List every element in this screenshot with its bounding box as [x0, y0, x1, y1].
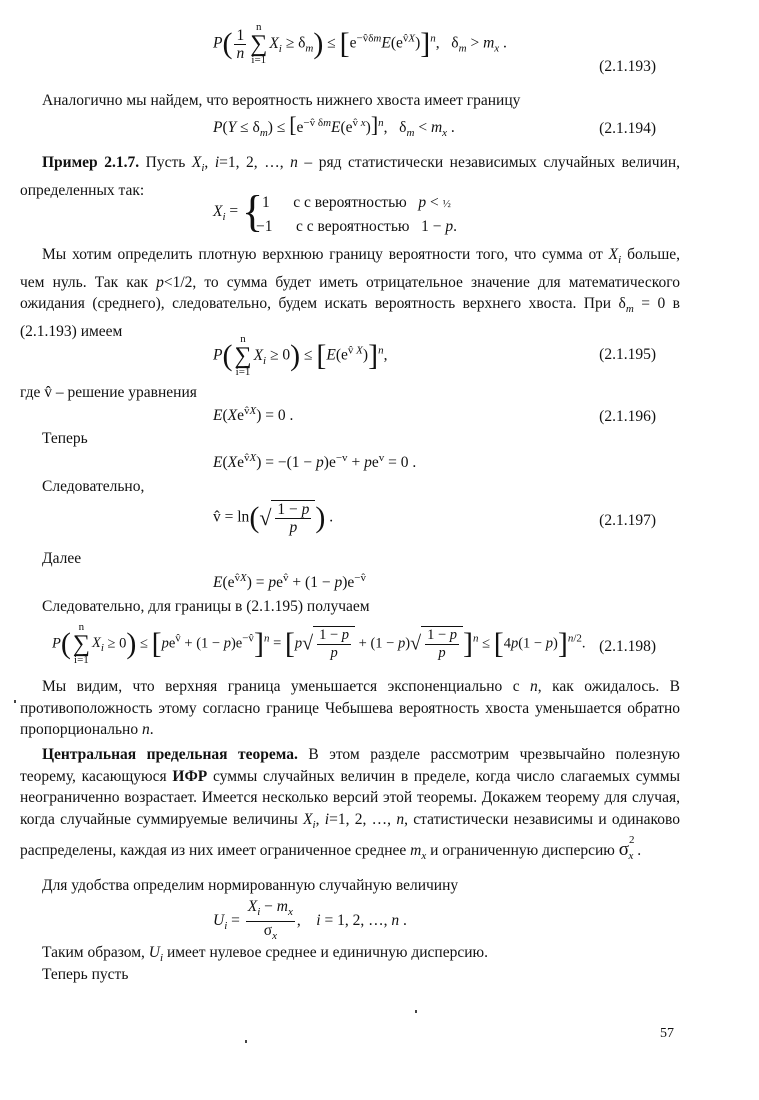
- paragraph: Далее: [42, 550, 82, 567]
- equation-number: (2.1.193): [599, 58, 656, 75]
- equation-2-1-193: P( $\frac{1}{n}$ n ∑ $i=1X_i \ge \delta_m) \le [e^{-v̂\delta m}E(e^{v̂X})]^n$, $\delta_m > m_x$ .: [213, 21, 507, 66]
- equation-2-1-194: $P(Y \le \delta_m) \le [e^{-v̂ \delta m}E(e^{v̂ x})]^n$, $\delta_m < m_x$ .: [213, 112, 455, 140]
- equation-unnumbered: $E(e^{v̂X}) = pe^{v̂} + (1 - p)e^{-v̂}$: [213, 572, 366, 592]
- equation-2-1-195: P( n ∑ $i=1X_i \ge 0) \le [E(e^{v̂ X})]^n$,: [213, 333, 388, 378]
- equation-number: (2.1.194): [599, 120, 656, 137]
- scan-speck: [415, 1010, 417, 1013]
- paragraph: Мы хотим определить плотную верхнюю границу вероятности того, что сумма от $X_i$ больше, чем нуль. Так как p<1/2, то сумма будет иметь отрицательное значение для математического ожидания (среднего), следовательно, будем искать вероятность верхнего хвоста. При $\delta_m = 0$ в (2.1.193) имеем: [20, 246, 681, 340]
- equation-2-1-198: P( n ∑ $i=1X_i \ge 0) \le [pe^{v̂} + (1 - p)e^{-v̂}]^n = [p√$ $\frac{1 - p}{p}$ + (1 − p)√ $\frac{1 - p}{p}$ ]$^n \le [4p(1 - p)]^{n/2}$.: [52, 621, 586, 666]
- equation-2-1-197: v̂ = ln(√ $\frac{1 - p}{p}$ ) .: [213, 501, 334, 536]
- page-number: 57: [660, 1026, 674, 1041]
- case-2: −1 с с вероятностью 1 − p.: [256, 218, 457, 235]
- example-label: Пример 2.1.7.: [42, 154, 140, 171]
- equation-2-1-196: $E(Xe^{v̂X}) = 0$ .: [213, 405, 294, 425]
- equation-ui: $U_i$ = $\frac{X_i - m_x}{\sigma_x}$ , i = 1, 2, …, n .: [213, 898, 407, 943]
- paragraph: Пример 2.1.7. Пусть $X_i$, i=1, 2, …, n – ряд статистически независимых случайных величин, определенных так:: [20, 154, 681, 199]
- paragraph: Таким образом, $U_i$ имеет нулевое среднее и единичную дисперсию.: [42, 944, 488, 965]
- paragraph: Аналогично мы найдем, что вероятность нижнего хвоста имеет границу: [42, 92, 521, 109]
- paragraph: Следовательно, для границы в (2.1.195) получаем: [42, 598, 370, 615]
- paragraph: Теперь: [42, 430, 88, 447]
- equation-number: (2.1.195): [599, 346, 656, 363]
- section-title: Центральная предельная теорема.: [42, 746, 298, 763]
- paragraph: Теперь пусть: [42, 966, 129, 983]
- case-1: 1 с с вероятностью p < ½: [262, 194, 451, 211]
- paragraph: где v̂ – решение уравнения: [20, 384, 197, 401]
- equation-number: (2.1.198): [599, 638, 656, 655]
- paragraph: Центральная предельная теорема. В этом разделе рассмотрим чрезвычайно полезную теорему, касающуюся ИФР суммы случайных величин в пределе, когда число слагаемых суммы неограниченно возрастает. Имеется несколько версий этой теоремы. Докажем теорему для случая, когда случайные суммируемые величины $X_i$, i=1, 2, …, n, статистически независимы и одинаково распределены, каждая из них имеет ограниченное среднее $m_x$ и ограниченную дисперсию $\sigma^2_x$ .: [20, 746, 681, 863]
- paragraph: Следовательно,: [42, 478, 145, 495]
- paragraph: Мы видим, что верхняя граница уменьшается экспоненциально с n, как ожидалось. В противоположность этому согласно границе Чебышева вероятность хвоста уменьшается обратно пропорционально n.: [20, 678, 681, 738]
- equation-piecewise: $X_i$ = {: [213, 187, 264, 236]
- equation-unnumbered: $E(Xe^{v̂X}) = -(1 - p)e^{-v} + pe^v = 0$ .: [213, 452, 417, 472]
- scan-speck: [14, 700, 16, 703]
- equation-number: (2.1.197): [599, 512, 656, 529]
- scan-speck: [245, 1040, 247, 1043]
- paragraph: Для удобства определим нормированную случайную величину: [42, 877, 459, 894]
- equation-number: (2.1.196): [599, 408, 656, 425]
